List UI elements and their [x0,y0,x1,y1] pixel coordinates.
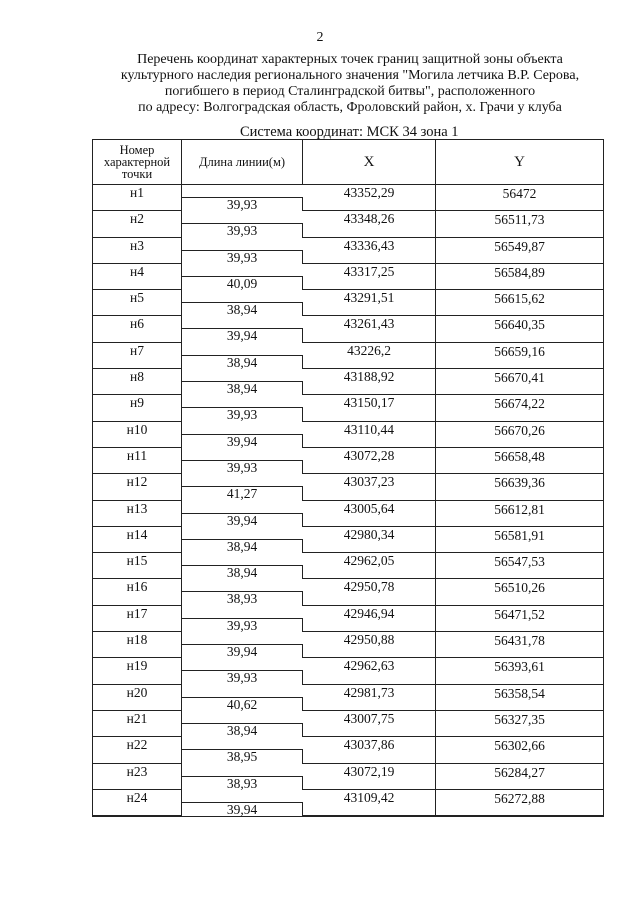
table-row [93,711,603,737]
x-coordinate-cell: 42950,88 [303,632,436,658]
point-number-cell: н10 [93,422,182,448]
line-length-cell: 39,93 [182,223,303,237]
header-x: X [303,140,436,184]
x-coordinate-cell: 43150,17 [303,395,436,421]
point-number-cell: н5 [93,290,182,316]
table-row [93,290,603,316]
header-y: Y [514,154,525,170]
y-coordinate-cell: 56302,66 [436,737,603,763]
title-line: культурного наследия регионального значения "Могила летчика В.Р. Серова, [120,68,580,83]
x-coordinate-cell: 43188,92 [303,369,436,395]
header-line-length: Длина линии(м) [182,140,303,184]
point-number-cell: н2 [93,211,182,237]
line-length-cell: 38,94 [182,381,303,395]
point-number-cell: н14 [93,527,182,553]
table-row [93,422,603,448]
x-coordinate-cell: 43317,25 [303,264,436,290]
table-row [93,264,603,290]
y-coordinate-cell: 56659,16 [436,343,603,369]
point-number-cell: н3 [93,238,182,264]
x-coordinate-cell: 42946,94 [303,606,436,632]
line-length-cell: 39,93 [182,670,303,684]
x-coordinate-cell: 43110,44 [303,422,436,448]
table-row [93,369,603,395]
x-coordinate-cell: 43348,26 [303,211,436,237]
line-length-cell: 38,94 [182,565,303,579]
x-coordinate-cell: 43261,43 [303,316,436,342]
line-length-cell: 38,94 [182,302,303,316]
line-length-cell: 39,93 [182,250,303,264]
point-number-cell: н12 [93,474,182,500]
y-coordinate-cell: 56615,62 [436,290,603,316]
y-coordinate-cell: 56472 [436,185,603,211]
x-coordinate-cell: 43072,28 [303,448,436,474]
table-row [93,658,603,684]
line-length-cell: 39,93 [182,197,303,211]
table-row [93,606,603,632]
line-length-cell: 39,93 [182,618,303,632]
y-coordinate-cell: 56549,87 [436,238,603,264]
table-row [93,553,603,579]
x-coordinate-cell: 43291,51 [303,290,436,316]
table-row [93,501,603,527]
y-coordinate-cell: 56670,41 [436,369,603,395]
y-coordinate-cell: 56511,73 [436,211,603,237]
page-number: 2 [316,30,324,45]
y-coordinate-cell: 56327,35 [436,711,603,737]
x-coordinate-cell: 42981,73 [303,685,436,711]
point-number-cell: н11 [93,448,182,474]
table-body [93,185,603,816]
table-row [93,395,603,421]
coordinates-table [92,139,604,817]
header-point-number: Номер характерной точки [93,140,182,184]
point-number-cell: н23 [93,764,182,790]
line-length-cell: 38,93 [182,776,303,790]
y-coordinate-cell: 56393,61 [436,658,603,684]
y-coordinate-cell: 56658,48 [436,448,603,474]
y-coordinate-cell: 56272,88 [436,790,603,816]
line-length-cell: 39,94 [182,513,303,527]
title-line: погибшего в период Сталинградской битвы", расположенного [164,84,536,99]
y-coordinate-cell: 56639,36 [436,474,603,500]
point-number-cell: н20 [93,685,182,711]
y-coordinate-cell: 56431,78 [436,632,603,658]
table-row [93,764,603,790]
line-length-cell: 40,62 [182,697,303,711]
table-row [93,211,603,237]
y-coordinate-cell: 56581,91 [436,527,603,553]
y-coordinate-cell: 56471,52 [436,606,603,632]
x-coordinate-cell: 43037,23 [303,474,436,500]
point-number-cell: н18 [93,632,182,658]
point-number-cell: н9 [93,395,182,421]
table-header [93,140,603,185]
table-row [93,448,603,474]
coordinate-system-label: Система координат: МСК 34 зона 1 [240,124,459,140]
line-length-cell: 41,27 [182,486,303,500]
y-coordinate-cell: 56674,22 [436,395,603,421]
x-coordinate-cell: 43226,2 [303,343,436,369]
line-length-cell: 39,94 [182,434,303,448]
line-length-cell: 38,94 [182,355,303,369]
point-number-cell: н8 [93,369,182,395]
table-row [93,474,603,500]
table-row [93,185,603,211]
table-row [93,316,603,342]
line-length-cell: 39,93 [182,460,303,474]
line-length-cell: 39,94 [182,328,303,342]
y-coordinate-cell: 56284,27 [436,764,603,790]
point-number-cell: н1 [93,185,182,211]
y-coordinate-cell: 56584,89 [436,264,603,290]
title-line: Перечень координат характерных точек границ защитной зоны объекта [137,52,563,67]
x-coordinate-cell: 42980,34 [303,527,436,553]
table-row [93,527,603,553]
point-number-cell: н6 [93,316,182,342]
x-coordinate-cell: 43352,29 [303,185,436,211]
line-length-cell: 39,94 [182,644,303,658]
x-coordinate-cell: 43336,43 [303,238,436,264]
point-number-cell: н7 [93,343,182,369]
line-length-cell: 39,93 [182,407,303,421]
line-length-cell: 39,94 [182,802,303,816]
x-coordinate-cell: 43072,19 [303,764,436,790]
table-row [93,685,603,711]
line-length-cell: 38,94 [182,539,303,553]
y-coordinate-cell: 56612,81 [436,501,603,527]
line-length-cell: 38,95 [182,749,303,763]
point-number-cell: н4 [93,264,182,290]
document-title [100,52,600,116]
y-coordinate-cell: 56547,53 [436,553,603,579]
x-coordinate-cell: 43007,75 [303,711,436,737]
y-coordinate-cell: 56358,54 [436,685,603,711]
point-number-cell: н24 [93,790,182,816]
line-length-cell: 38,94 [182,723,303,737]
x-coordinate-cell: 42962,05 [303,553,436,579]
title-line: по адресу: Волгоградская область, Фроловский район, х. Грачи у клуба [138,100,562,115]
x-coordinate-cell: 43109,42 [303,790,436,816]
table-row [93,737,603,763]
y-coordinate-cell: 56510,26 [436,579,603,605]
point-number-cell: н21 [93,711,182,737]
point-number-cell: н15 [93,553,182,579]
table-row [93,343,603,369]
table-row [93,579,603,605]
point-number-cell: н19 [93,658,182,684]
point-number-cell: н17 [93,606,182,632]
point-number-cell: н16 [93,579,182,605]
table-row [93,632,603,658]
x-coordinate-cell: 42962,63 [303,658,436,684]
y-coordinate-cell: 56670,26 [436,422,603,448]
point-number-cell: н13 [93,501,182,527]
table-row [93,790,603,816]
x-coordinate-cell: 42950,78 [303,579,436,605]
y-coordinate-cell: 56640,35 [436,316,603,342]
line-length-cell: 38,93 [182,591,303,605]
line-length-cell: 40,09 [182,276,303,290]
x-coordinate-cell: 43037,86 [303,737,436,763]
table-row [93,238,603,264]
point-number-cell: н22 [93,737,182,763]
x-coordinate-cell: 43005,64 [303,501,436,527]
